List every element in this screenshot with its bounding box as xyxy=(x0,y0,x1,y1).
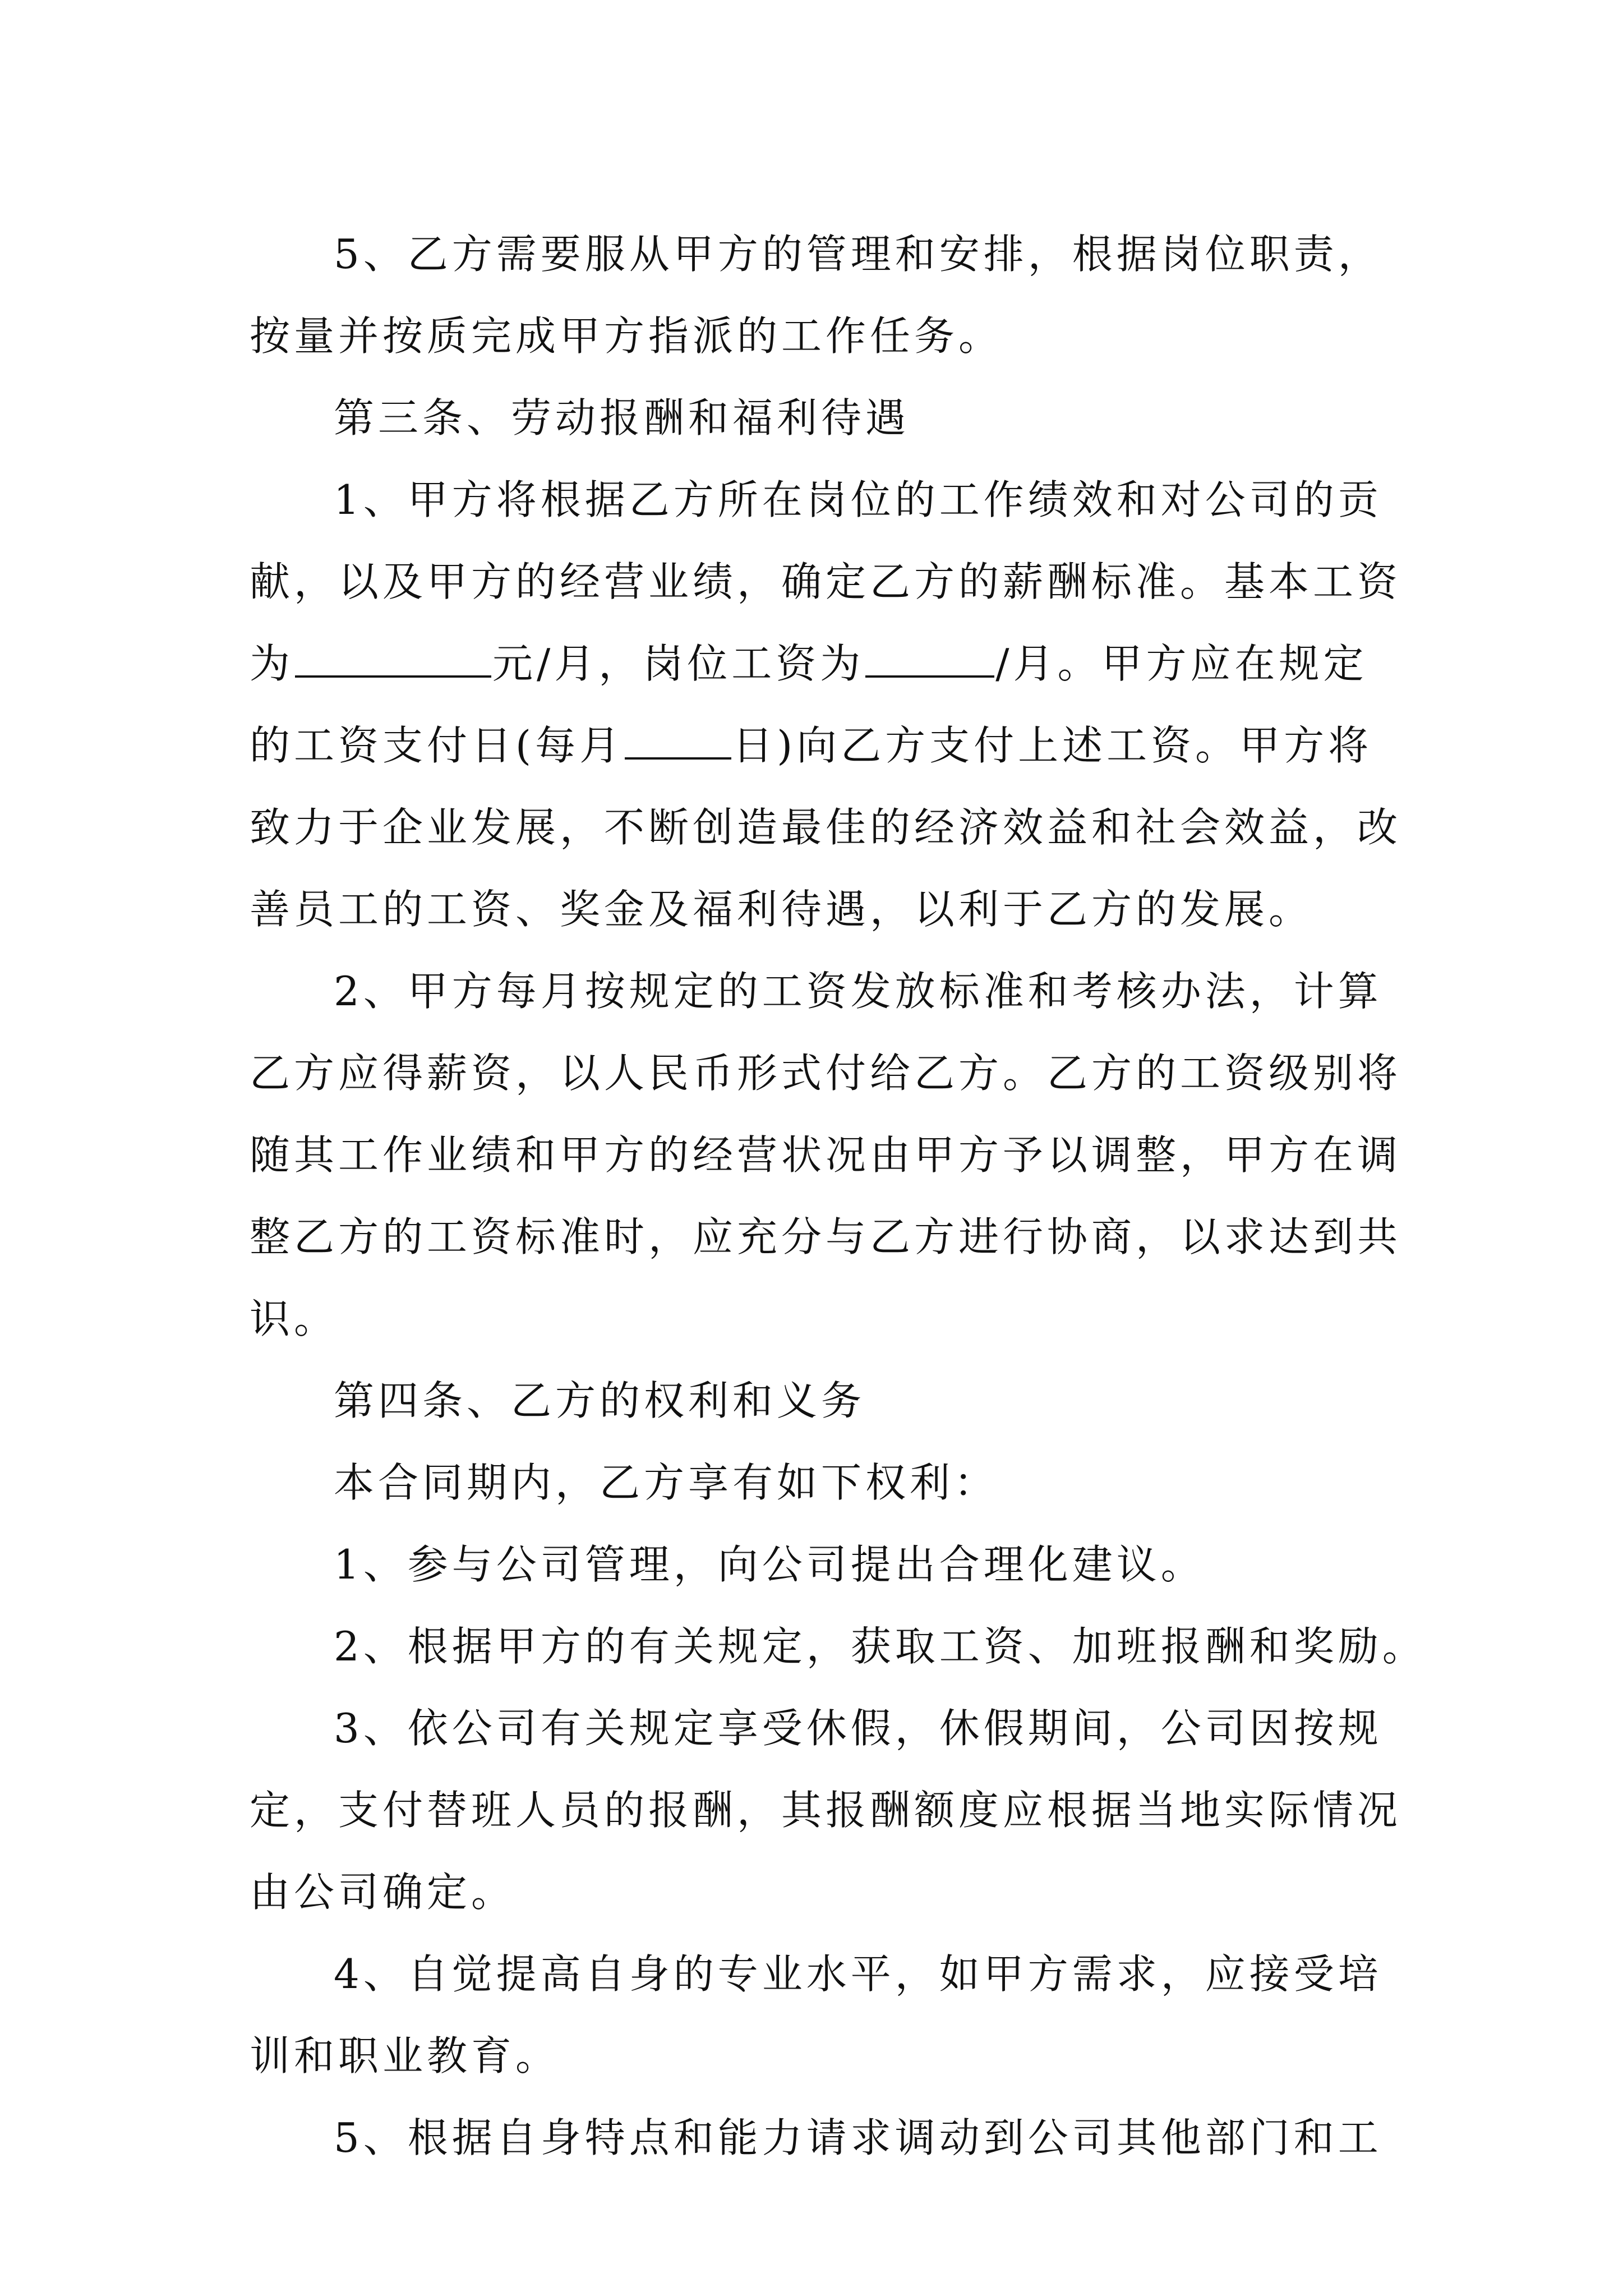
article3-item2-line: 整乙方的工资标准时，应充分与乙方进行协商，以求达到共 xyxy=(250,1213,1402,1260)
article3-item1-line: 献，以及甲方的经营业绩，确定乙方的薪酬标准。基本工资 xyxy=(250,558,1402,605)
article3-item1-line-with-blanks xyxy=(250,623,1388,705)
article3-item1-line: 善员工的工资、奖金及福利待遇，以利于乙方的发展。 xyxy=(250,886,1313,933)
article4-item3-line: 3、依公司有关规定享受休假，休假期间，公司因按规 xyxy=(334,1705,1382,1752)
article4-item4-line: 训和职业教育。 xyxy=(250,2032,560,2079)
paragraph-item5-line: 按量并按质完成甲方指派的工作任务。 xyxy=(250,312,1003,360)
article3-item2-line: 2、甲方每月按规定的工资发放标准和考核办法，计算 xyxy=(334,968,1382,1015)
article3-item2-line: 乙方应得薪资，以人民币形式付给乙方。乙方的工资级别将 xyxy=(250,1050,1402,1097)
article4-item5-line: 5、根据自身特点和能力请求调动到公司其他部门和工 xyxy=(334,2114,1382,2161)
base-salary-blank xyxy=(295,641,491,678)
article3-item1-line: 1、甲方将根据乙方所在岗位的工作绩效和对公司的贡 xyxy=(334,476,1382,523)
article3-item2-line: 随其工作业绩和甲方的经营状况由甲方予以调整，甲方在调 xyxy=(250,1131,1402,1179)
article4-heading: 第四条、乙方的权利和义务 xyxy=(334,1377,866,1424)
text-segment: 元/月，岗位工资为 xyxy=(492,640,865,687)
article3-heading: 第三条、劳动报酬和福利待遇 xyxy=(334,394,910,441)
article3-item2-line: 识。 xyxy=(250,1295,339,1342)
position-salary-blank xyxy=(865,641,994,678)
article4-item1: 1、参与公司管理，向公司提出合理化建议。 xyxy=(334,1541,1205,1588)
text-segment: 的工资支付日(每月 xyxy=(250,722,624,769)
article4-item3-line: 由公司确定。 xyxy=(250,1869,516,1916)
text-segment: 日)向乙方支付上述工资。甲方将 xyxy=(732,722,1373,769)
article4-intro: 本合同期内，乙方享有如下权利： xyxy=(334,1459,999,1506)
paragraph-item5-line: 5、乙方需要服从甲方的管理和安排，根据岗位职责， xyxy=(334,231,1382,278)
document-body xyxy=(250,213,1427,2179)
payday-blank xyxy=(625,723,731,760)
text-segment: /月。甲方应在规定 xyxy=(995,640,1368,687)
article3-item1-line: 致力于企业发展，不断创造最佳的经济效益和社会效益，改 xyxy=(250,804,1402,851)
article3-item1-line-with-blank xyxy=(250,705,1388,786)
article4-item3-line: 定，支付替班人员的报酬，其报酬额度应根据当地实际情况 xyxy=(250,1787,1402,1834)
article4-item4-line: 4、自觉提高自身的专业水平，如甲方需求，应接受培 xyxy=(334,1950,1382,1998)
article4-item2: 2、根据甲方的有关规定，获取工资、加班报酬和奖励。 xyxy=(334,1623,1427,1670)
text-segment: 为 xyxy=(250,640,294,687)
